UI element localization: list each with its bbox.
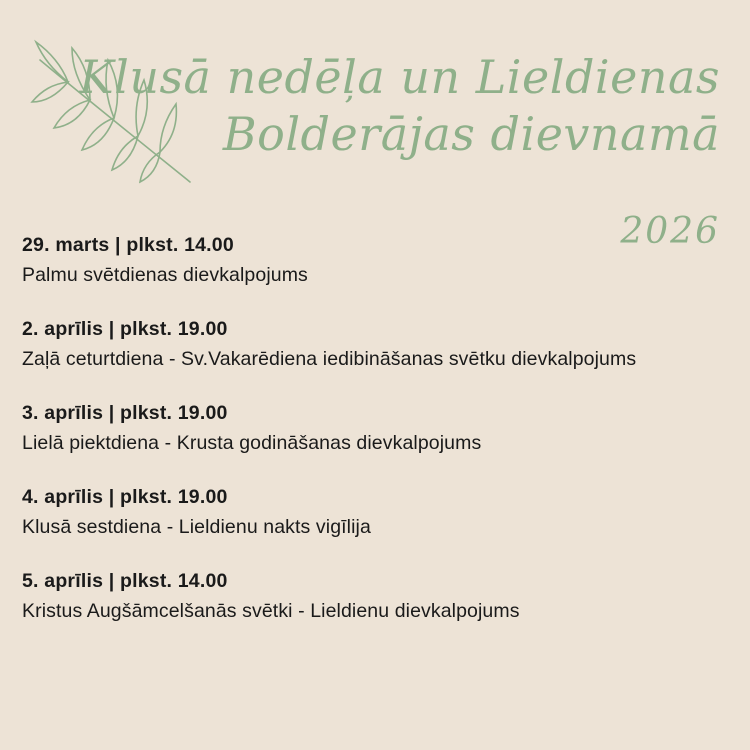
event-item <box>22 230 722 291</box>
event-datetime: 4. aprīlis | plkst. 19.00 <box>22 486 228 508</box>
title-line-2: Bolderājas dievnamā <box>222 106 720 161</box>
event-description: Kristus Augšāmcelšanās svētki - Lieldienu dievkalpojums <box>22 600 520 622</box>
title-year: 2026 <box>620 211 720 252</box>
title-line-1: Klusā nedēļa un Lieldienas <box>79 50 720 104</box>
event-item <box>22 314 722 375</box>
event-datetime: 5. aprīlis | plkst. 14.00 <box>22 570 228 592</box>
event-list <box>22 230 722 650</box>
event-description: Palmu svētdienas dievkalpojums <box>22 264 308 286</box>
event-datetime: 3. aprīlis | plkst. 19.00 <box>22 402 228 424</box>
event-description: Lielā piektdiena - Krusta godināšanas dievkalpojums <box>22 432 482 454</box>
event-datetime: 2. aprīlis | plkst. 19.00 <box>22 318 228 340</box>
event-item <box>22 482 722 543</box>
event-datetime: 29. marts | plkst. 14.00 <box>22 234 234 256</box>
event-description: Klusā sestdiena - Lieldienu nakts vigīlija <box>22 516 371 538</box>
event-item <box>22 398 722 459</box>
event-description: Zaļā ceturtdiena - Sv.Vakarēdiena iedibināšanas svētku dievkalpojums <box>22 348 637 370</box>
event-item <box>22 566 722 627</box>
